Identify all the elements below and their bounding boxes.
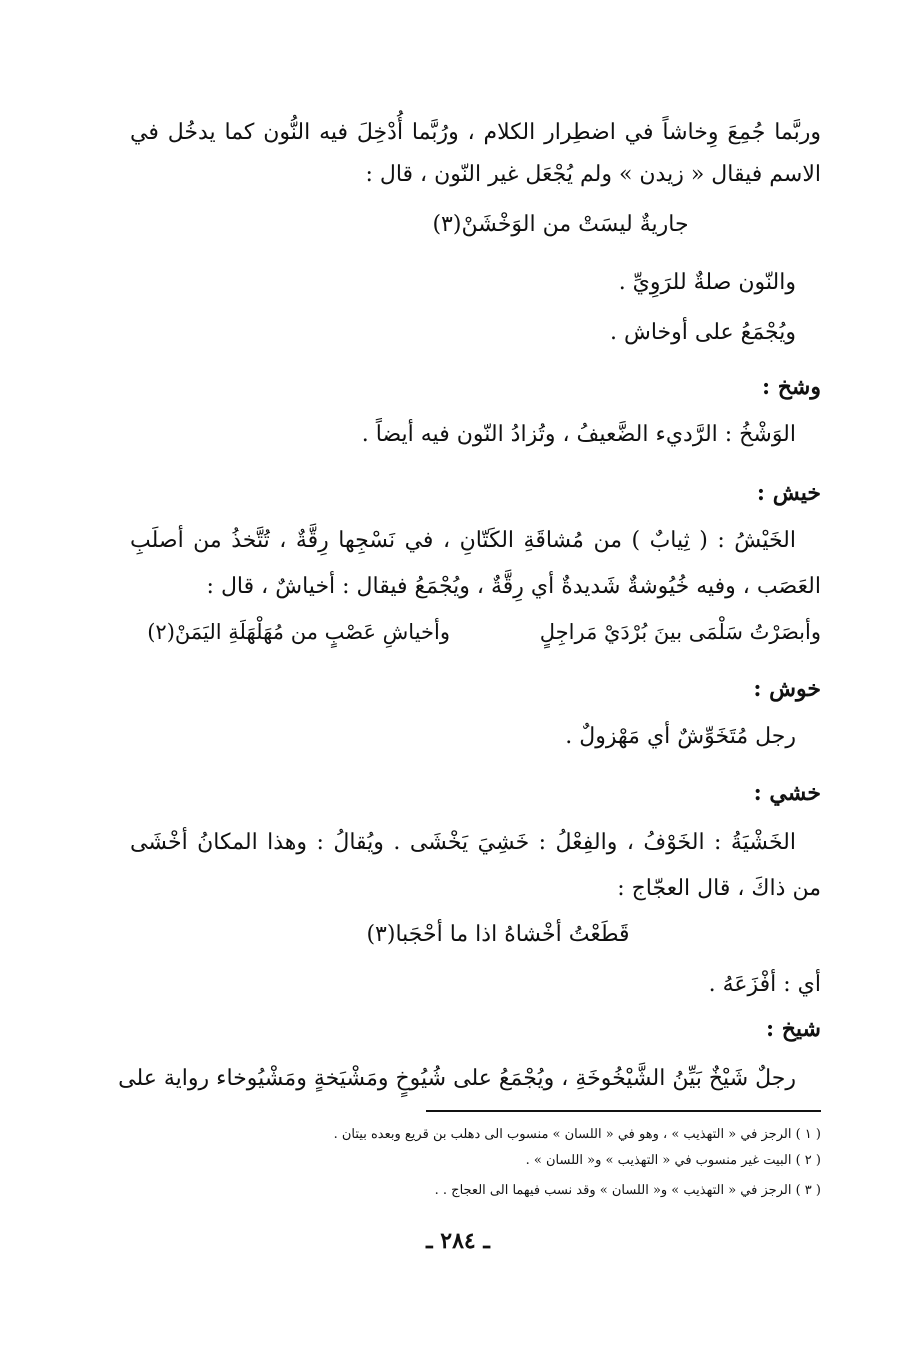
verse-line: جاريةٌ ليسَتْ من الوَخْشَنْ(٣) (432, 212, 689, 237)
entry-heading: شيخ : (765, 1016, 821, 1042)
verse-line: قَطَعْتُ أخْشاهُ اذا ما أحْجَبا(٣) (366, 922, 630, 947)
text-line: من ذاكَ ، قال العجّاج : (617, 876, 821, 901)
footnote: ( ١ ) الرجز في « التهذيب » ، وهو في « اللسان » منسوب الى دهلب بن قريع وبعده بيتان . (333, 1127, 821, 1142)
text-line: الاسم فيقال « زيدن » ولم يُجْعَل غير النّون ، قال : (365, 162, 821, 187)
text-line: ويُجْمَعُ على أوخاش . (610, 320, 796, 345)
entry-heading: خشي : (753, 780, 821, 806)
text-line: العَصَب ، وفيه خُيُوشةٌ شَديدةٌ أي رِقَّةٌ ، ويُجْمَعُ فيقال : أخياشٌ ، قال : (206, 574, 821, 599)
entry-heading: خيش : (756, 480, 821, 506)
footnote: ( ٣ ) الرجز في « التهذيب » و« اللسان » وقد نسب فيهما الى العجاج . . (434, 1183, 821, 1198)
text-line: والنّون صلةٌ للرَوِيِّ . (618, 270, 796, 295)
text-line: رجل مُتَخَوِّشٌ أي مَهْزولٌ . (565, 724, 796, 749)
text-line: الوَشْخُ : الرَّديء الضَّعيفُ ، وتُزادُ النّون فيه أيضاً . (361, 422, 796, 447)
text-line: وربَّما جُمِعَ وِخاشاً في اضطِرار الكلام ، ورُبَّما أُدْخِلَ فيه النُّون كما يدخُل في (130, 120, 821, 145)
entry-heading: خوش : (753, 676, 821, 702)
footnote-separator (426, 1110, 821, 1112)
verse-second-hemistich: وأخياشِ عَصْبٍ من مُهَلْهَلَةِ اليَمَنْ(٢) (147, 620, 450, 644)
entry-heading: وشخ : (761, 374, 821, 400)
page-number: ـ ٢٨٤ ـ (426, 1228, 490, 1254)
text-line: رجلٌ شَيْخٌ بَيِّنُ الشَّيْخُوخَةِ ، ويُجْمَعُ على شُيُوخٍ ومَشْيَخةٍ ومَشْيُوخاء رواية على (118, 1066, 796, 1091)
footnote: ( ٢ ) البيت غير منسوب في « التهذيب » و« اللسان » . (525, 1153, 821, 1168)
text-line: الخَيْشُ : ( ثِيابٌ ) من مُشاقَةِ الكَتّانِ ، في نَسْجِها رِقَّةٌ ، تُتَّخذُ من أصلَبِ (130, 528, 796, 553)
verse-first-hemistich: وأبصَرْتُ سَلْمَى بينَ بُرْدَيْ مَراجِلٍ (539, 620, 821, 644)
text-line: الخَشْيَةُ : الخَوْفُ ، والفِعْلُ : خَشِيَ يَخْشَى . ويُقالُ : وهذا المكانُ أخْشَى (130, 830, 796, 855)
text-line: أي : أفْزَعَهُ . (708, 972, 821, 997)
